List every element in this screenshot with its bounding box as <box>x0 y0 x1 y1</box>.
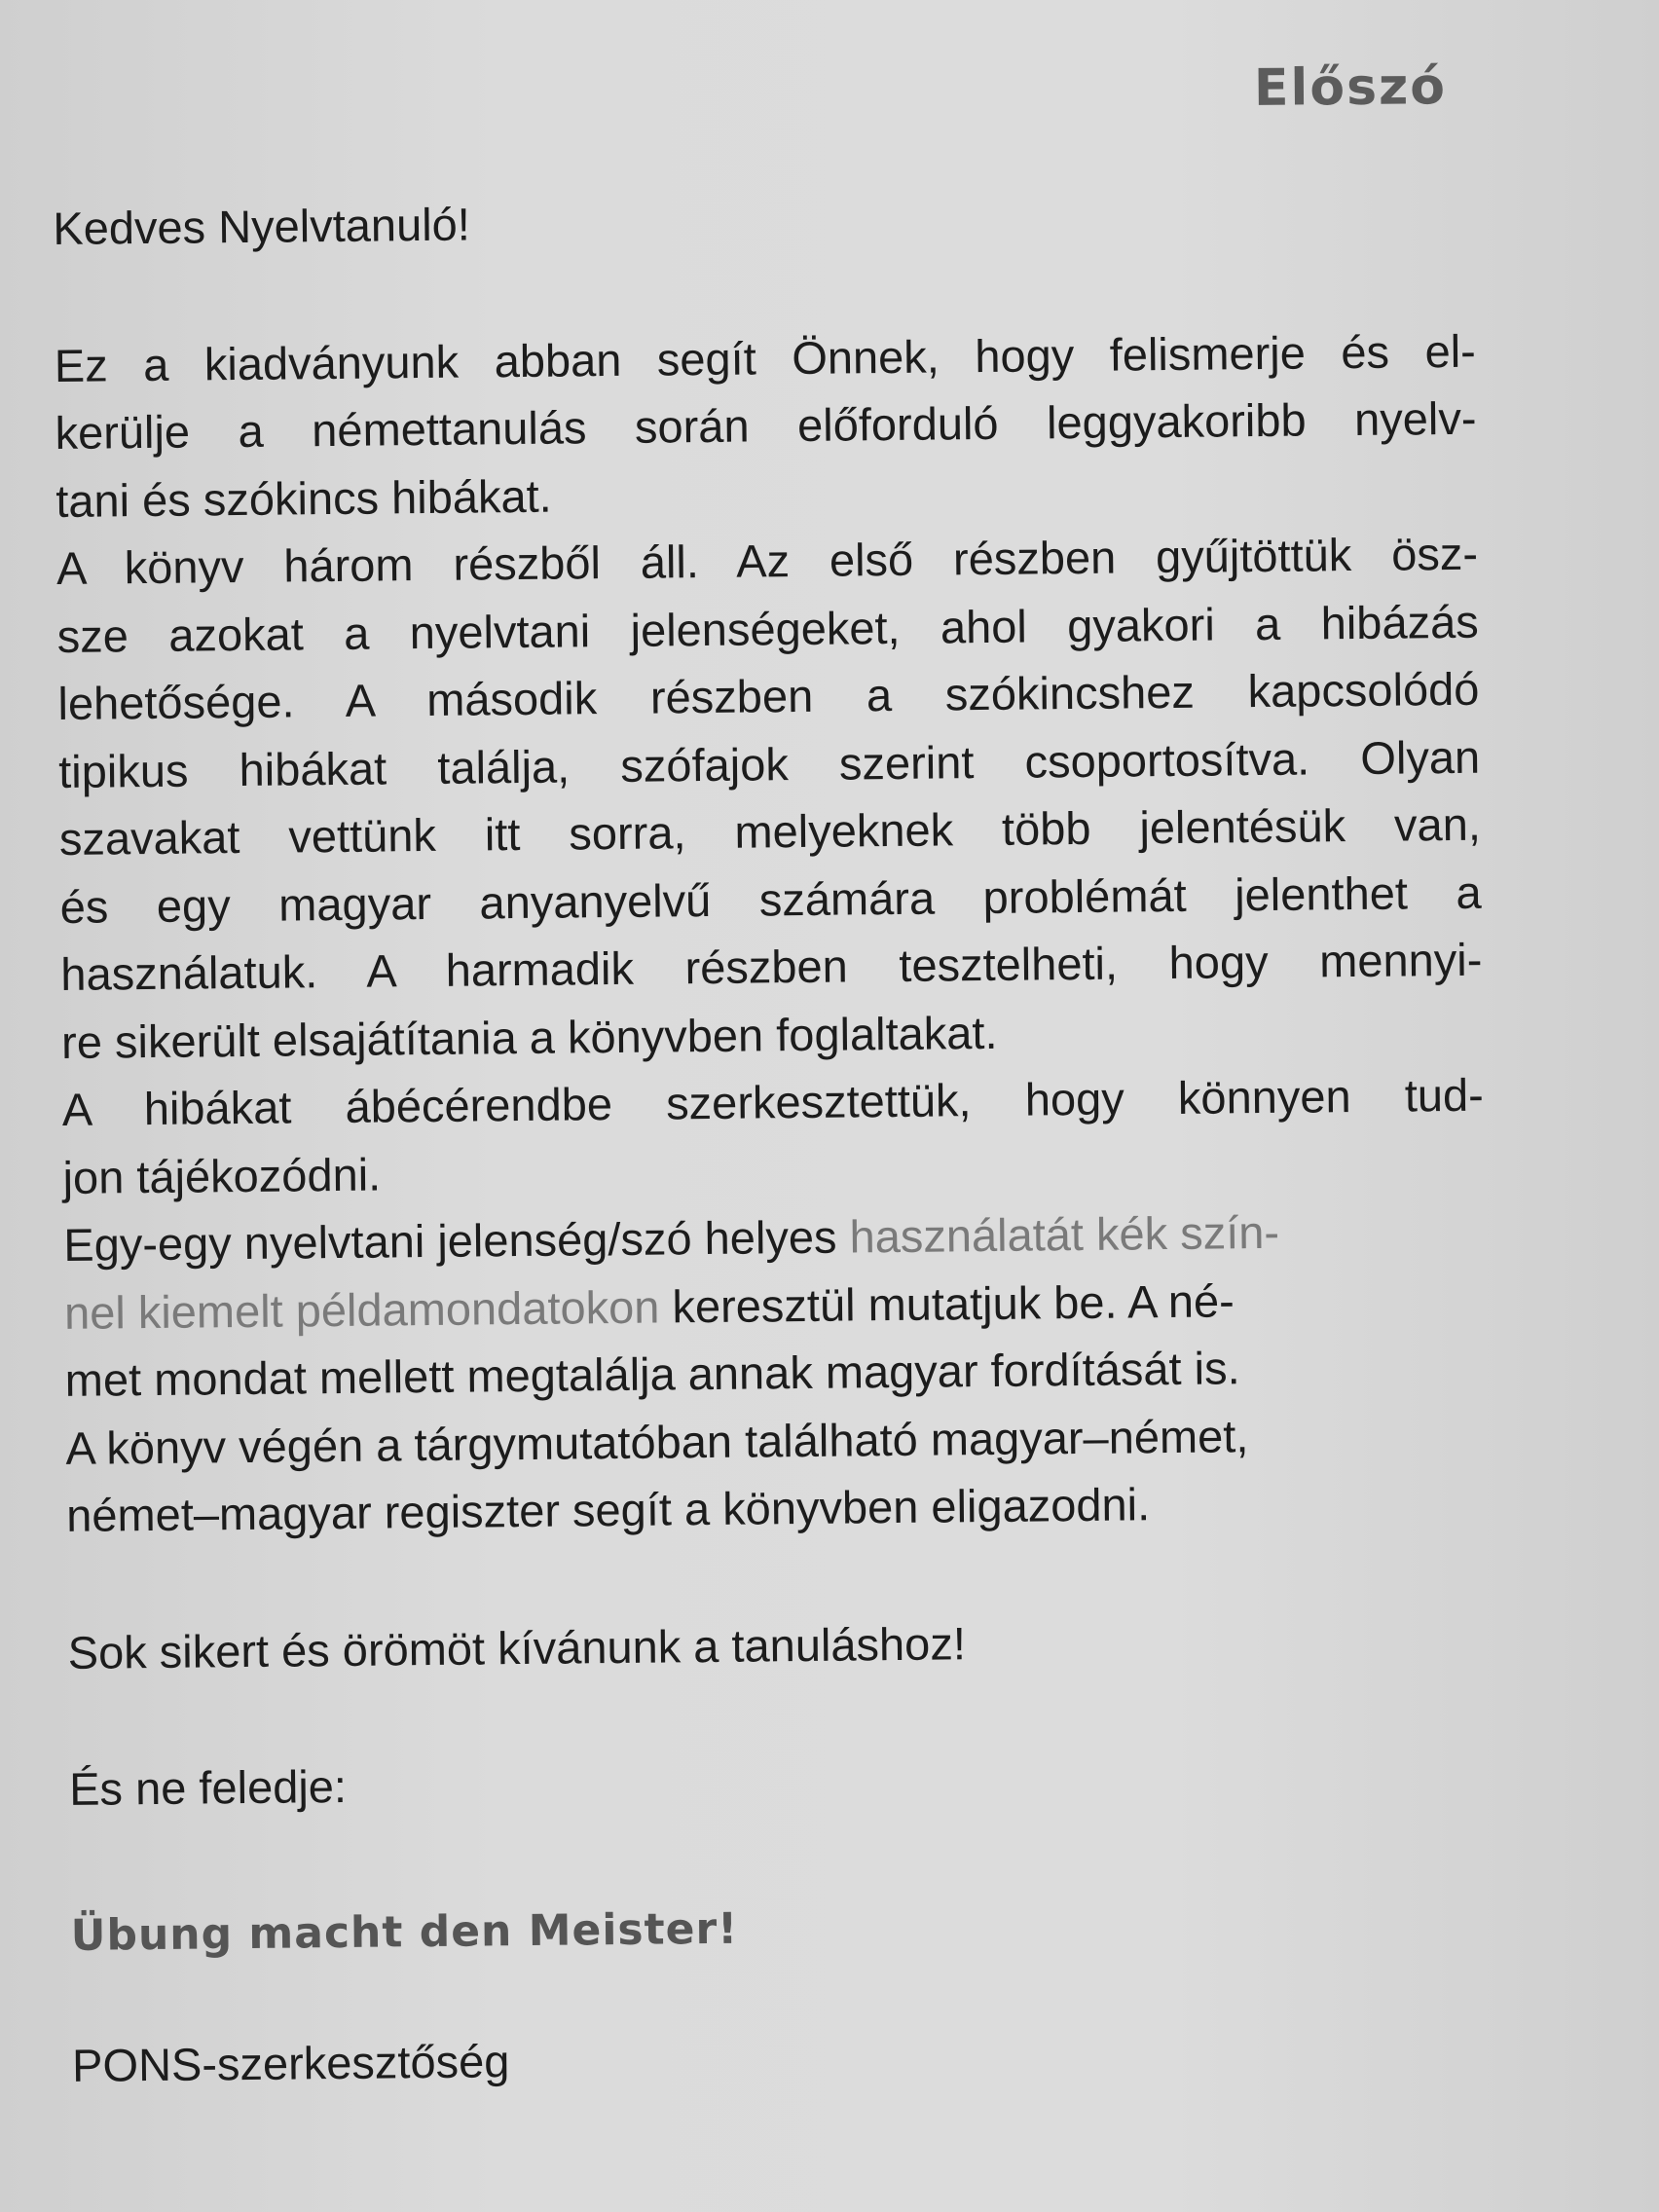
text-line: használatuk. A harmadik részben tesztelheti, hogy mennyi- <box>60 933 1483 1000</box>
text-line: A könyv végén a tárgymutatóban található magyar–német, <box>65 1409 1249 1474</box>
greeting-line: Kedves Nyelvtanuló! <box>53 198 471 254</box>
text-line: sze azokat a nyelvtani jelenségeket, ahol gyakori a hibázás <box>56 595 1479 662</box>
text-line: A könyv három részből áll. Az első részben gyűjtöttük ösz- <box>55 527 1479 594</box>
text-line: német–magyar regiszter segít a könyvben eligazodni. <box>65 1478 1151 1541</box>
text-line: jon tájékozódni. <box>62 1148 382 1203</box>
highlighted-text: használatát kék szín- <box>849 1205 1280 1263</box>
text-line: re sikerült elsajátítania a könyvben foglaltakat. <box>60 1006 998 1068</box>
signature: PONS-szerkesztőség <box>71 2035 510 2091</box>
text-line: kerülje a némettanulás során előforduló leggyakoribb nyelv- <box>55 391 1477 459</box>
text-line: szavakat vettünk itt sorra, melyeknek több jelentésük van, <box>58 797 1482 865</box>
text-line: met mondat mellett megtalálja annak magyar fordítását is. <box>64 1342 1240 1406</box>
wish-line: Sok sikert és örömöt kívánunk a tanuláshoz! <box>67 1616 967 1678</box>
text-line: tipikus hibákat találja, szófajok szerint csoportosítva. Olyan <box>57 730 1481 797</box>
text-line: Ez a kiadványunk abban segít Önnek, hogy felismerje és el- <box>54 324 1477 391</box>
reminder-line: És ne feledje: <box>68 1759 348 1815</box>
page-heading: Előszó <box>1253 57 1448 118</box>
example-text: Egy-egy nyelvtani jelenség/szó helyes <box>63 1210 850 1271</box>
motto: Übung macht den Meister! <box>70 1903 739 1961</box>
preface-body <box>53 180 1493 2100</box>
highlighted-text: nel kiemelt példamondatokon <box>63 1280 660 1339</box>
example-text: keresztül mutatjuk be. A né- <box>659 1273 1235 1333</box>
text-line: és egy magyar anyanyelvű számára problémát jelenthet a <box>59 866 1482 933</box>
text-line: lehetősége. A második részben a szókincshez kapcsolódó <box>57 662 1480 729</box>
text-line: A hibákat ábécérendbe szerkesztettük, hogy könnyen tud- <box>61 1068 1485 1135</box>
text-line: tani és szókincs hibákat. <box>55 469 552 527</box>
